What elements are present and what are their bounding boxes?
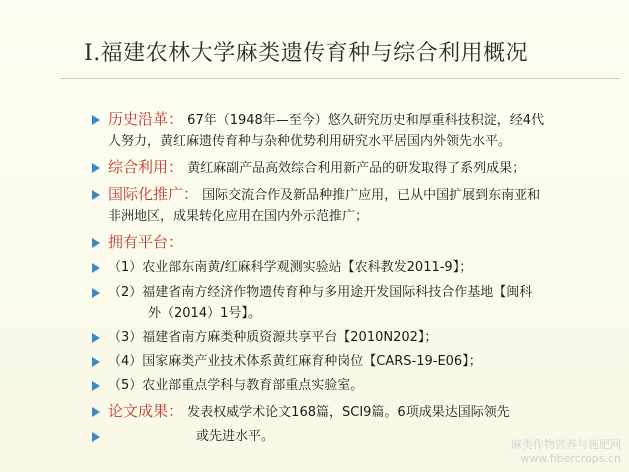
platform-item-2-cont: 外（2014）1号】。	[148, 306, 261, 321]
bullet-icon	[92, 190, 100, 200]
bullet-icon	[92, 263, 100, 273]
platform-item-3: （3）福建省南方麻类种质资源共享平台【2010N202】；	[108, 330, 438, 345]
bullet-icon	[92, 333, 100, 343]
history-line-1: 历史沿革： 67年（1948年—至今）悠久研究历史和厚重科技积淀，经4代	[108, 110, 545, 128]
bullet-icon	[92, 288, 100, 298]
history-text-1: 67年（1948年—至今）悠久研究历史和厚重科技积淀，经4代	[187, 113, 545, 128]
utilization-heading: 综合利用	[108, 158, 169, 176]
international-text-1: 国际交流合作及新品种推广应用，已从中国扩展到东南亚和	[202, 188, 541, 203]
bullet-icon	[92, 115, 100, 125]
utilization-line: 综合利用： 黄红麻副产品高效综合利用新产品的研发取得了系列成果；	[108, 158, 526, 176]
history-heading: 历史沿革	[108, 110, 169, 128]
bullet-icon	[92, 238, 100, 248]
utilization-text: 黄红麻副产品高效综合利用新产品的研发取得了系列成果；	[187, 161, 526, 176]
bullet-icon	[92, 381, 100, 391]
bullet-icon	[92, 407, 100, 417]
papers-text-1: 发表权威学术论文168篇，SCI9篇。6项成果达国际领先	[187, 405, 510, 420]
bullet-icon	[92, 163, 100, 173]
platforms-heading: 拥有平台	[108, 233, 169, 251]
papers-text-2: 或先进水平。	[196, 429, 275, 444]
watermark-line-2: www.fibercrops.cn	[520, 452, 621, 465]
watermark	[511, 438, 621, 466]
history-text-2: 人努力，黄红麻遗传育种与杂种优势利用研究水平居国内外领先水平。	[108, 134, 512, 149]
bullet-icon	[92, 432, 100, 442]
page-title: I.福建农林大学麻类遗传育种与综合利用概况	[84, 41, 529, 66]
watermark-line-1: 麻类作物营养与施肥网	[511, 438, 621, 451]
platform-item-4: （4）国家麻类产业技术体系黄红麻育种岗位【CARS-19-E06】；	[108, 354, 482, 369]
international-text-2: 非洲地区，成果转化应用在国内外示范推广；	[108, 209, 369, 224]
platform-item-2: （2）福建省南方经济作物遗传育种与多用途开发国际科技合作基地【闽科	[108, 285, 533, 300]
international-heading: 国际化推广	[108, 185, 184, 203]
papers-heading: 论文成果	[108, 402, 169, 420]
bullet-icon	[92, 357, 100, 367]
platforms-heading-line: 拥有平台：	[108, 233, 184, 251]
papers-line-1: 论文成果： 发表权威学术论文168篇，SCI9篇。6项成果达国际领先	[108, 402, 510, 420]
platform-item-1: （1）农业部东南黄/红麻科学观测实验站【农科教发2011-9】；	[108, 260, 473, 275]
international-line-1: 国际化推广： 国际交流合作及新品种推广应用，已从中国扩展到东南亚和	[108, 185, 541, 203]
platform-item-5: （5）农业部重点学科与教育部重点实验室。	[108, 378, 364, 393]
